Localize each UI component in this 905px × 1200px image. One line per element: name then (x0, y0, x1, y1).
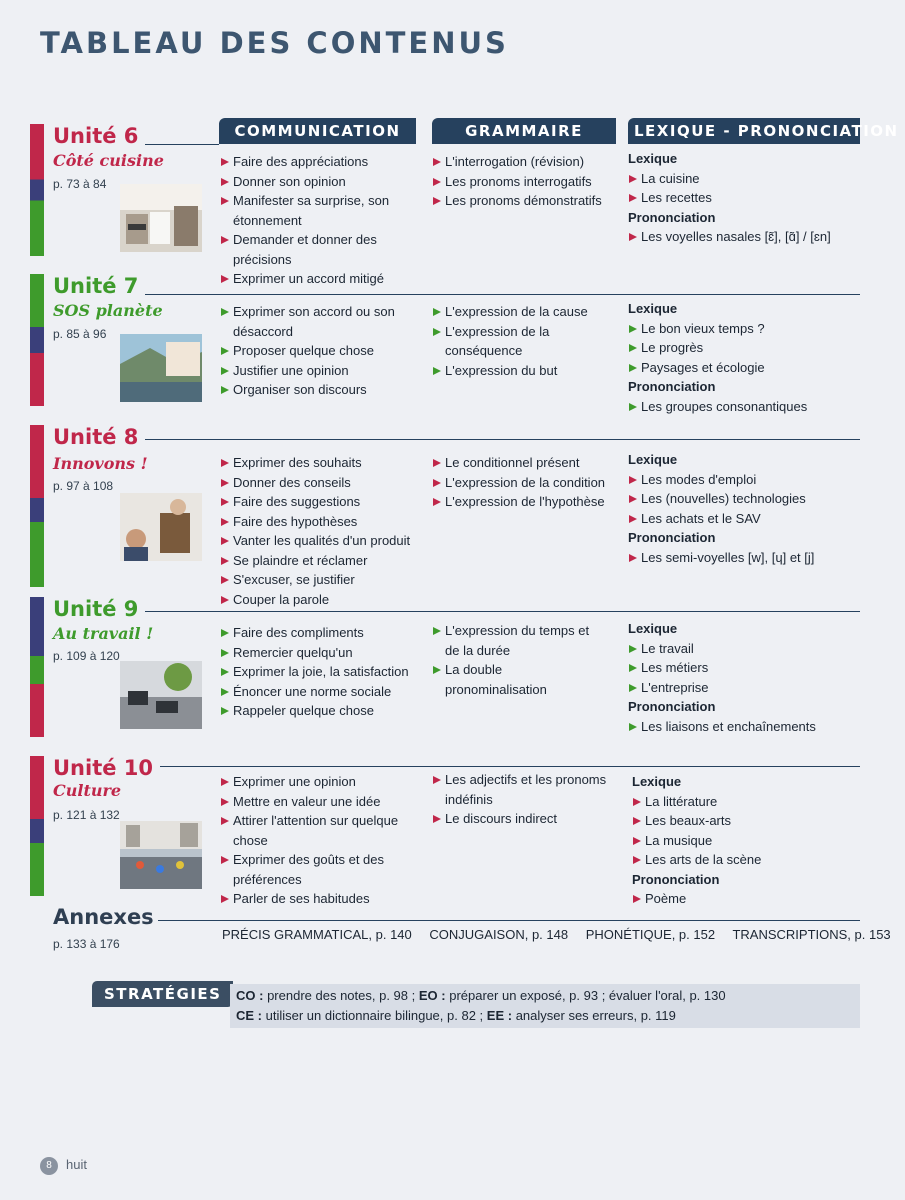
prononciation-heading: Prononciation (628, 699, 716, 714)
list-item: Les adjectifs et les pronoms indéfinis (432, 770, 607, 809)
unit-color-bar (30, 425, 44, 587)
page-title: TABLEAU DES CONTENUS (40, 26, 509, 60)
strategy-text: prendre des notes, p. 98 ; (267, 988, 416, 1003)
list-item: Énoncer une norme sociale (220, 682, 425, 702)
communication-list (220, 152, 425, 289)
list-item: Exprimer des souhaits (220, 453, 425, 473)
strategies-line-2 (236, 1006, 860, 1026)
unit-title: Unité 7 (53, 274, 139, 298)
annexes-title: Annexes (53, 905, 154, 929)
annex-item: PRÉCIS GRAMMATICAL, p. 140 (222, 927, 412, 942)
list-item: Donner son opinion (220, 172, 425, 192)
list-item: Les recettes (628, 188, 854, 208)
communication-list (220, 302, 425, 400)
annex-item: CONJUGAISON, p. 148 (429, 927, 569, 942)
list-item: La double pronominalisation (432, 660, 607, 699)
list-item: Vanter les qualités d'un produit (220, 531, 425, 551)
unit-photo (120, 493, 202, 561)
list-item: L'entreprise (628, 678, 854, 698)
unit-rule (145, 439, 860, 440)
strategies-line-1 (236, 986, 860, 1006)
strategy-label: CO : (236, 988, 264, 1003)
list-item: La littérature (632, 792, 858, 812)
page-number-word: huit (66, 1157, 87, 1172)
unit-subtitle: Au travail ! (53, 624, 154, 643)
list-item: La cuisine (628, 169, 854, 189)
lexique-list (628, 619, 854, 736)
unit-photo (120, 334, 202, 402)
prononciation-heading: Prononciation (628, 209, 716, 225)
lexique-heading: Lexique (628, 621, 678, 636)
list-item: Faire des compliments (220, 623, 425, 643)
prononciation-heading: Prononciation (628, 379, 716, 394)
unit-color-bar (30, 124, 44, 256)
list-item: L'expression de la cause (432, 302, 622, 322)
list-item: Les modes d'emploi (628, 470, 854, 490)
grammaire-list (432, 621, 607, 699)
list-item: Exprimer un accord mitigé (220, 269, 425, 289)
strategies-badge: STRATÉGIES (92, 981, 233, 1007)
list-item: Poème (632, 889, 858, 909)
unit-pages: p. 121 à 132 (53, 808, 120, 822)
list-item: Le progrès (628, 338, 854, 358)
grammaire-list (432, 302, 622, 380)
strategy-label: EE : (486, 1008, 513, 1023)
unit-color-bar (30, 597, 44, 737)
list-item: Les liaisons et enchaînements (628, 717, 854, 737)
annexes-pages: p. 133 à 176 (53, 937, 120, 951)
list-item: Les beaux-arts (632, 811, 858, 831)
header-communication: COMMUNICATION (219, 118, 416, 144)
list-item: Les voyelles nasales [ɛ̃], [ɑ̃] / [ɛn] (628, 227, 854, 247)
list-item: Remercier quelqu'un (220, 643, 425, 663)
lexique-heading: Lexique (628, 151, 678, 166)
unit-subtitle: Innovons ! (53, 454, 148, 473)
list-item: L'expression de l'hypothèse (432, 492, 622, 512)
annex-item: PHONÉTIQUE, p. 152 (585, 927, 716, 942)
list-item: L'expression de la conséquence (432, 322, 622, 361)
unit-rule (160, 766, 860, 767)
unit-title: Unité 8 (53, 425, 139, 449)
unit-10 (0, 756, 860, 906)
strategy-label: EO : (418, 988, 446, 1003)
annexes-rule (158, 920, 860, 921)
communication-list (220, 772, 425, 909)
annex-item: TRANSCRIPTIONS, p. 153 (732, 927, 891, 942)
list-item: Paysages et écologie (628, 358, 854, 378)
unit-photo (120, 821, 202, 889)
list-item: Exprimer son accord ou son désaccord (220, 302, 425, 341)
list-item: La musique (632, 831, 858, 851)
lexique-heading: Lexique (628, 452, 678, 467)
unit-title: Unité 9 (53, 597, 139, 621)
list-item: L'expression du but (432, 361, 622, 381)
unit-pages: p. 109 à 120 (53, 649, 120, 663)
list-item: Parler de ses habitudes (220, 889, 425, 909)
list-item: Faire des hypothèses (220, 512, 425, 532)
unit-subtitle: SOS planète (53, 301, 163, 320)
unit-9 (0, 597, 860, 737)
list-item: Les semi-voyelles [w], [ɥ] et [j] (628, 548, 854, 568)
unit-pages: p. 85 à 96 (53, 327, 107, 341)
list-item: L'expression du temps et de la durée (432, 621, 607, 660)
list-item: Les arts de la scène (632, 850, 858, 870)
list-item: Le conditionnel présent (432, 453, 622, 473)
list-item: Les achats et le SAV (628, 509, 854, 529)
lexique-list (628, 299, 854, 416)
list-item: Faire des appréciations (220, 152, 425, 172)
list-item: Exprimer la joie, la satisfaction (220, 662, 425, 682)
unit-photo (120, 661, 202, 729)
unit-subtitle: Côté cuisine (53, 151, 164, 170)
list-item: Donner des conseils (220, 473, 425, 493)
strategy-text: utiliser un dictionnaire bilingue, p. 82 ; (265, 1008, 484, 1023)
annexes-items (222, 927, 905, 942)
unit-rule (145, 144, 219, 145)
list-item: Les pronoms interrogatifs (432, 172, 622, 192)
list-item: S'excuser, se justifier (220, 570, 425, 590)
lexique-heading: Lexique (628, 301, 678, 316)
list-item: Manifester sa surprise, son étonnement (220, 191, 425, 230)
unit-8 (0, 425, 860, 607)
lexique-list (632, 772, 858, 909)
list-item: L'expression de la condition (432, 473, 622, 493)
list-item: Exprimer une opinion (220, 772, 425, 792)
strategy-label: CE : (236, 1008, 262, 1023)
unit-title: Unité 10 (53, 756, 154, 780)
header-grammaire: GRAMMAIRE (432, 118, 616, 144)
grammaire-list (432, 152, 622, 211)
list-item: Les groupes consonantiques (628, 397, 854, 417)
unit-rule (145, 611, 860, 612)
lexique-list (628, 149, 854, 247)
strategy-text: analyser ses erreurs, p. 119 (515, 1008, 676, 1023)
list-item: Mettre en valeur une idée (220, 792, 425, 812)
list-item: Le discours indirect (432, 809, 607, 829)
prononciation-heading: Prononciation (632, 871, 720, 887)
list-item: Rappeler quelque chose (220, 701, 425, 721)
list-item: Proposer quelque chose (220, 341, 425, 361)
strategies-box (230, 984, 860, 1028)
page-number: 8 (40, 1157, 58, 1175)
list-item: Se plaindre et réclamer (220, 551, 425, 571)
list-item: Le travail (628, 639, 854, 659)
list-item: Demander et donner des précisions (220, 230, 425, 269)
list-item: Le bon vieux temps ? (628, 319, 854, 339)
unit-subtitle: Culture (53, 781, 122, 800)
list-item: Les (nouvelles) technologies (628, 489, 854, 509)
prononciation-heading: Prononciation (628, 530, 716, 545)
unit-7 (0, 274, 860, 414)
list-item: Les métiers (628, 658, 854, 678)
list-item: Couper la parole (220, 590, 425, 610)
list-item: Organiser son discours (220, 380, 425, 400)
list-item: Faire des suggestions (220, 492, 425, 512)
grammaire-list (432, 453, 622, 512)
unit-title: Unité 6 (53, 124, 139, 148)
list-item: L'interrogation (révision) (432, 152, 622, 172)
lexique-list (628, 450, 854, 567)
list-item: Attirer l'attention sur quelque chose (220, 811, 425, 850)
grammaire-list (432, 770, 607, 829)
unit-pages: p. 73 à 84 (53, 177, 107, 191)
communication-list (220, 623, 425, 721)
unit-rule (145, 294, 860, 295)
communication-list (220, 453, 425, 609)
unit-pages: p. 97 à 108 (53, 479, 114, 493)
header-lexique-prononciation: LEXIQUE - PRONONCIATION (628, 118, 860, 144)
list-item: Exprimer des goûts et des préférences (220, 850, 425, 889)
unit-color-bar (30, 756, 44, 896)
lexique-heading: Lexique (632, 774, 682, 789)
strategy-text: préparer un exposé, p. 93 ; évaluer l'oral, p. 130 (449, 988, 726, 1003)
unit-photo (120, 184, 202, 252)
unit-color-bar (30, 274, 44, 406)
list-item: Les pronoms démonstratifs (432, 191, 622, 211)
list-item: Justifier une opinion (220, 361, 425, 381)
